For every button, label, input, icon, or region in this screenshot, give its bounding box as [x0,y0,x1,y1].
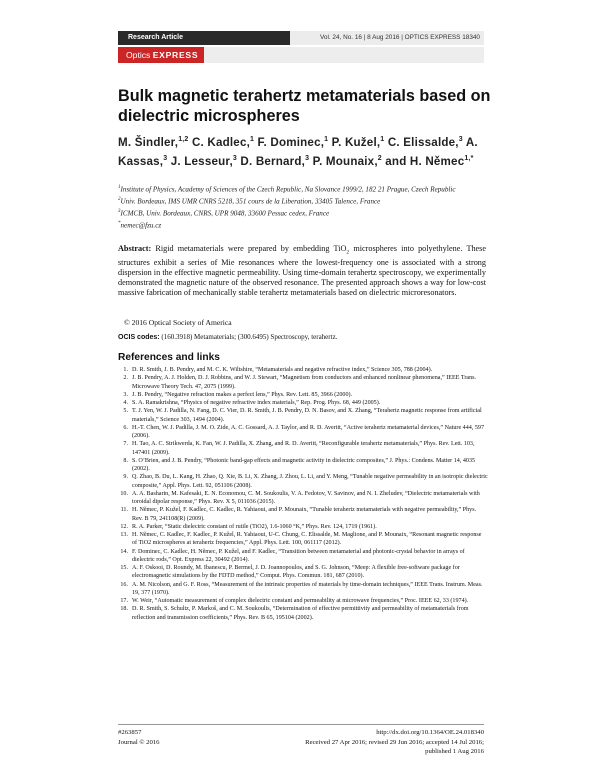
footer-divider [118,724,484,725]
affiliations [118,183,486,232]
references-heading: References and links [118,352,220,363]
author-name: J. Lesseur, [170,154,233,168]
affiliation-item [118,207,486,219]
affiliation-text: ICMCB, Univ. Bordeaux, CNRS, UPR 9048, 33600 Pessac cedex, France [120,209,330,218]
abstract-label: Abstract: [118,244,152,253]
reference-item [118,440,488,457]
author-affiliation-mark: 3 [305,154,310,162]
reference-number: 9. [123,474,128,481]
reference-number: 8. [123,457,128,464]
reference-text: S. A. Ramakrishna, “Physics of negative refractive index materials,” Rep. Prog. Phys. 68, 449 (2005). [132,400,381,406]
author-name: F. Dominec, [257,135,325,149]
reference-list [118,366,488,622]
journal-logo [118,47,204,63]
reference-text: Q. Zhao, B. Du, L. Kang, H. Zhao, Q. Xie, B. Li, X. Zhang, J. Zhou, L. Li, and Y. Meng, “Tunable negative permeability in an isotropic dielectric composite,” Appl. Phys. Lett. 92, 051106 (2008). [132,474,488,489]
author-name: D. Bernard, [240,154,306,168]
abstract-text-2: microspheres into polyethylene. These structures exhibit a series of Mie resonances where the lowest-frequency one is associated with a strong dispersion in the effective magnetic permeability. Using time-domain terahertz spectroscopy, we experimentally demonstrated the magnetic nature of the observed resonance. The presented approach shows a way for low-cost massive fabrication of mechanically stable terahertz metamaterials based on dielectric microresonators. [118,244,486,298]
journal-name-suffix: EXPRESS [152,50,199,60]
reference-number: 3. [123,391,128,398]
reference-text: J. B. Pendry, “Negative refraction makes a perfect lens,” Phys. Rev. Lett. 85, 3966 (2000). [132,391,353,398]
author-affiliation-mark: 1,* [464,154,474,162]
abstract [118,244,486,298]
author-name: and H. Němec [385,154,465,168]
article-number: #263857 [118,729,142,736]
copyright-notice: © 2016 Optical Society of America [124,318,232,327]
abstract-subscript: 2 [346,249,350,256]
reference-number: 2. [123,375,128,382]
reference-text: F. Dominec, C. Kadlec, H. Němec, P. Kužel, and F. Kadlec, “Transition between metamaterial and photonic-crystal behavior in arrays of dielectric rods,” Opt. Express 22, 30492 (2014). [132,548,465,563]
paper-title: Bulk magnetic terahertz metamaterials based on dielectric microspheres [118,87,491,125]
reference-item [118,424,488,441]
affiliation-item [118,195,486,207]
affiliation-text[interactable]: nemec@fzu.cz [120,221,162,230]
reference-number: 16. [120,581,128,588]
author-affiliation-mark: 1 [380,136,385,143]
affiliation-mark: 3 [118,209,121,215]
reference-text: D. R. Smith, J. B. Pendry, and M. C. K. Wiltshire, “Metamaterials and negative refractive index,” Science 305, 788 (2004). [132,367,433,373]
reference-text: H. Němec, P. Kužel, F. Kadlec, C. Kadlec, R. Yahiaoui, and P. Mounaix, “Tunable terahertz metamaterials with negative permeability,” Phys. Rev. B 79, 241108(R) (2009). [132,507,477,522]
author-affiliation-mark: 1 [250,136,255,143]
reference-text: R. A. Parker, “Static dielectric constant of rutile (TiO2), 1.6-1060 °K,” Phys. Rev. 124, 1719 (1961). [132,523,377,530]
reference-text: J. B. Pendry, A. J. Holden, D. J. Robbins, and W. J. Stewart, “Magnetism from conductors and enhanced nonlinear phenomena,” IEEE Trans. Microwave Theory Tech. 47, 2075 (1999). [132,375,477,390]
citation-line: Vol. 24, No. 16 | 8 Aug 2016 | OPTICS EXPRESS 18340 [290,31,484,45]
reference-number: 15. [120,565,128,571]
reference-text: H. Němec, C. Kadlec, F. Kadlec, P. Kužel, R. Yahiaoui, U-C. Chung, C. Elissalde, M. Maglione, and P. Mounaix, “Resonant magnetic response of TiO2 microspheres at terahertz frequencies,” Appl. Phys. Lett. 100, 061117 (2012). [132,532,482,547]
affiliation-item [118,219,486,231]
reference-item [118,490,488,507]
ocis-text: (160.3918) Metamaterials; (300.6495) Spectroscopy, terahertz. [161,333,338,341]
author-affiliation-mark: 2 [377,154,382,162]
author-name: M. Šindler, [118,135,179,149]
reference-number: 6. [123,424,128,431]
reference-item [118,374,488,391]
affiliation-mark: 2 [118,197,121,203]
reference-item [118,399,488,407]
reference-item [118,564,488,581]
reference-number: 1. [123,367,128,373]
reference-number: 7. [123,441,128,448]
reference-item [118,457,488,474]
reference-number: 12. [120,523,128,530]
reference-text: T. J. Yen, W. J. Padilla, N. Fang, D. C. Vier, D. R. Smith, J. B. Pendry, D. N. Basov, and X. Zhang, “Terahertz magnetic response from artificial materials,” Science 303, 1494 (2004). [132,408,482,423]
reference-text: D. R. Smith, S. Schultz, P. Markoš, and C. M. Soukoulis, “Determination of effective permittivity and permeability of metamaterials from reflection and transmission coefficients,” Phys. Rev. B 65, 195104 (2002). [132,606,469,621]
reference-text: S. O’Brien, and J. B. Pendry, “Photonic band-gap effects and magnetic activity in dielectric composites,” J. Phys.: Condens. Matter 14, 4035 (2002). [132,457,476,472]
reference-item [118,548,488,565]
journal-copyright: Journal © 2016 [118,738,160,746]
reference-item [118,605,488,622]
footer-right [280,728,484,757]
reference-number: 4. [123,400,128,406]
reference-item [118,523,488,531]
reference-number: 10. [120,490,128,497]
author-affiliation-mark: 3 [163,154,168,162]
author-list [118,132,498,170]
reference-text: A. A. Basharin, M. Kafesaki, E. N. Economou, C. M. Soukoulis, V. A. Fedotov, V. Savinov, and N. I. Zheludev, “Dielectric metamaterials with toroidal dipolar response,” Phys. Rev. X 5, 011036 (2015). [132,490,480,505]
reference-item [118,407,488,424]
reference-text: H.-T. Chen, W. J. Padilla, J. M. O. Zide, A. C. Gossard, A. J. Taylor, and R. D. Averitt, “Active terahertz metamaterial devices,” Nature 444, 597 (2006). [132,424,485,439]
reference-item [118,473,488,490]
affiliation-mark: * [118,221,121,227]
reference-number: 5. [123,408,128,415]
author-name: C. Kadlec, [191,135,251,149]
author-name: A. Kassas, [118,135,478,168]
author-affiliation-mark: 3 [458,136,463,143]
reference-item [118,391,488,399]
author-name: P. Kužel, [331,135,381,149]
reference-number: 17. [120,598,128,604]
reference-text: H. Tao, A. C. Strikwerda, K. Fan, W. J. Padilla, X. Zhang, and R. D. Averitt, “Reconfigurable terahertz metamaterials,” Phys. Rev. Lett. 103, 147401 (2009). [132,441,475,456]
ocis-label: OCIS codes: [118,334,160,341]
author-name: C. Elissalde, [387,135,459,149]
reference-item [118,581,488,598]
author-name: P. Mounaix, [312,154,378,168]
article-type-badge: Research Article [118,31,290,45]
author-affiliation-mark: 3 [232,154,237,162]
reference-number: 14. [120,548,128,555]
reference-number: 18. [120,606,128,613]
footer-left [118,728,160,747]
affiliation-item [118,183,486,195]
reference-number: 11. [120,507,128,514]
reference-text: A. F. Oskooi, D. Roundy, M. Ibanescu, P. Bermel, J. D. Joannopoulos, and S. G. Johnson, “Meep: A flexible free-software package for electromagnetic simulations by the FDTD method,” Comput. Phys. Commun. 181, 687 (2010). [132,565,460,580]
publication-dates: Received 27 Apr 2016; revised 29 Jun 2016; accepted 14 Jul 2016; published 1 Aug 2016 [305,738,484,755]
affiliation-text: Univ. Bordeaux, IMS UMR CNRS 5218, 351 cours de la Liberation, 33405 Talence, France [120,197,381,206]
author-affiliation-mark: 1,2 [178,136,189,143]
reference-text: A. M. Nicolson, and G. F. Ross, “Measurement of the intrinsic properties of materials by time-domain techniques,” IEEE Trans. Instrum. Meas. 19, 377 (1970). [132,581,483,596]
affiliation-mark: 1 [118,185,121,190]
abstract-text-1: Rigid metamaterials were prepared by embedding TiO [155,244,347,253]
reference-number: 13. [120,532,128,538]
reference-item [118,366,488,374]
reference-text: W. Weir, “Automatic measurement of complex dielectric constant and permeability at microwave frequencies,” Proc. IEEE 62, 33 (1974). [132,598,469,604]
reference-item [118,597,488,605]
journal-name-prefix: Optics [126,50,151,60]
ocis-codes [118,332,486,343]
reference-item [118,506,488,523]
author-affiliation-mark: 1 [324,136,329,143]
affiliation-text: Institute of Physics, Academy of Sciences of the Czech Republic, Na Slovance 1999/2, 182 21 Prague, Czech Republic [120,185,456,194]
doi-link[interactable]: http://dx.doi.org/10.1364/OE.24.018340 [376,729,484,736]
reference-item [118,531,488,548]
